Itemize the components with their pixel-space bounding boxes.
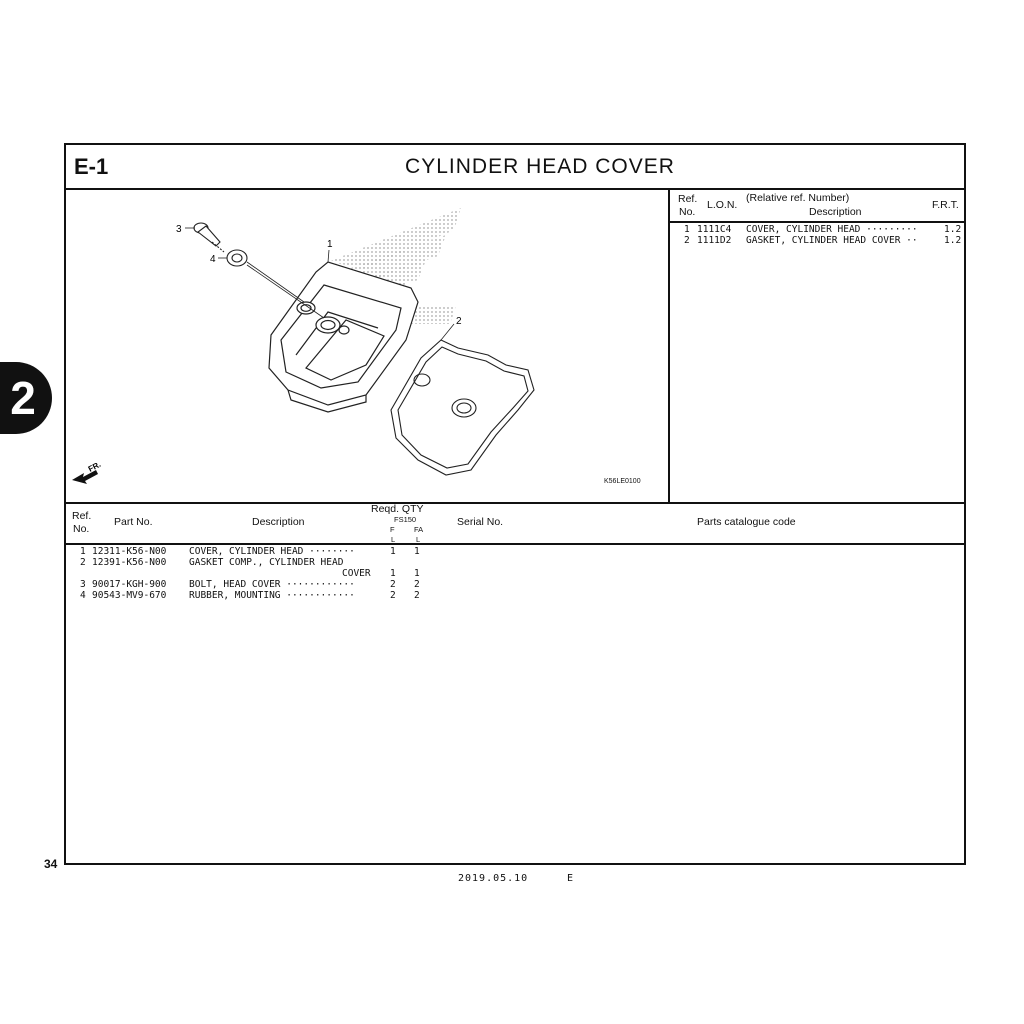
parts-row-ref: 3	[80, 579, 86, 590]
parts-row-qty-f: 2	[390, 590, 396, 601]
parts-row-description: BOLT, HEAD COVER ············	[189, 579, 355, 590]
ref-row-frt: 1.2	[944, 224, 962, 235]
ref-row-ref: 2	[684, 235, 690, 246]
ref-header-relative: (Relative ref. Number)	[746, 192, 850, 204]
parts-row-description: COVER	[342, 568, 371, 579]
ref-header-frt: F.R.T.	[932, 199, 959, 211]
parts-row-description: COVER, CYLINDER HEAD ········	[189, 546, 355, 557]
parts-row-qty-f: 1	[390, 568, 396, 579]
ref-row-description: COVER, CYLINDER HEAD ·········	[746, 224, 918, 235]
parts-header-part-no: Part No.	[114, 516, 153, 528]
parts-row-qty-f: 1	[390, 546, 396, 557]
footer-lang: E	[567, 873, 574, 884]
parts-header-ref: Ref.	[72, 510, 92, 522]
ref-row-lon: 1111C4	[697, 224, 732, 235]
callout-2: 2	[456, 316, 462, 327]
parts-row-qty-fa: 2	[414, 590, 420, 601]
section-tab	[0, 362, 52, 434]
parts-header-model: FS150	[394, 515, 417, 524]
parts-row-description: GASKET COMP., CYLINDER HEAD	[189, 557, 344, 568]
parts-header-col-fa: FA	[414, 525, 424, 534]
parts-header-serial: Serial No.	[457, 516, 504, 528]
footer-date: 2019.05.10	[458, 873, 529, 884]
parts-header-col-f-sub: L	[391, 535, 396, 544]
section-tab-number: 2	[10, 372, 36, 424]
parts-row-qty-fa: 1	[414, 546, 420, 557]
exploded-diagram	[66, 190, 668, 502]
front-direction-arrow	[72, 460, 102, 484]
parts-header-divider	[64, 543, 966, 545]
front-label: FR.	[86, 459, 103, 474]
ref-table-divider	[668, 188, 670, 503]
page-title: CYLINDER HEAD COVER	[405, 155, 675, 178]
parts-row-part-no: 12391-K56-N00	[92, 557, 167, 568]
ref-header-ref: Ref.	[678, 193, 698, 205]
diagram-divider	[64, 502, 966, 504]
callout-1: 1	[327, 239, 333, 250]
parts-header-col-f: F	[390, 525, 395, 534]
cylinder-head-cover-drawing	[269, 262, 418, 412]
ref-row-ref: 1	[684, 224, 690, 235]
parts-row-part-no: 90543-MV9-670	[92, 590, 167, 601]
diagram-svg	[66, 190, 668, 502]
callout-4: 4	[210, 254, 216, 265]
gasket-drawing	[391, 340, 534, 475]
parts-header-description: Description	[252, 516, 305, 528]
parts-header-col-fa-sub: L	[416, 535, 421, 544]
ref-header-no: No.	[679, 206, 696, 218]
parts-row-description: RUBBER, MOUNTING ············	[189, 590, 355, 601]
parts-header-catalogue: Parts catalogue code	[697, 516, 796, 528]
parts-row-part-no: 90017-KGH-900	[92, 579, 167, 590]
ref-header-divider	[668, 221, 966, 223]
parts-row-qty-f: 2	[390, 579, 396, 590]
callout-3: 3	[176, 224, 182, 235]
parts-row-ref: 2	[80, 557, 86, 568]
parts-row-qty-fa: 1	[414, 568, 420, 579]
section-id: E-1	[74, 154, 109, 179]
page-number: 34	[44, 857, 58, 871]
parts-row-part-no: 12311-K56-N00	[92, 546, 167, 557]
parts-row-ref: 4	[80, 590, 86, 601]
ref-row-frt: 1.2	[944, 235, 962, 246]
parts-row-qty-fa: 2	[414, 579, 420, 590]
ref-row-lon: 1111D2	[697, 235, 732, 246]
ref-header-lon: L.O.N.	[707, 199, 738, 211]
diagram-code: K56LE0100	[604, 478, 641, 485]
rubber-drawing	[227, 250, 247, 266]
ref-row-description: GASKET, CYLINDER HEAD COVER ··	[746, 235, 918, 246]
parts-row-ref: 1	[80, 546, 86, 557]
bolt-drawing	[194, 223, 224, 252]
parts-header-no: No.	[73, 523, 90, 535]
ref-header-description: Description	[809, 206, 862, 218]
parts-header-reqd-qty: Reqd. QTY	[371, 503, 424, 515]
